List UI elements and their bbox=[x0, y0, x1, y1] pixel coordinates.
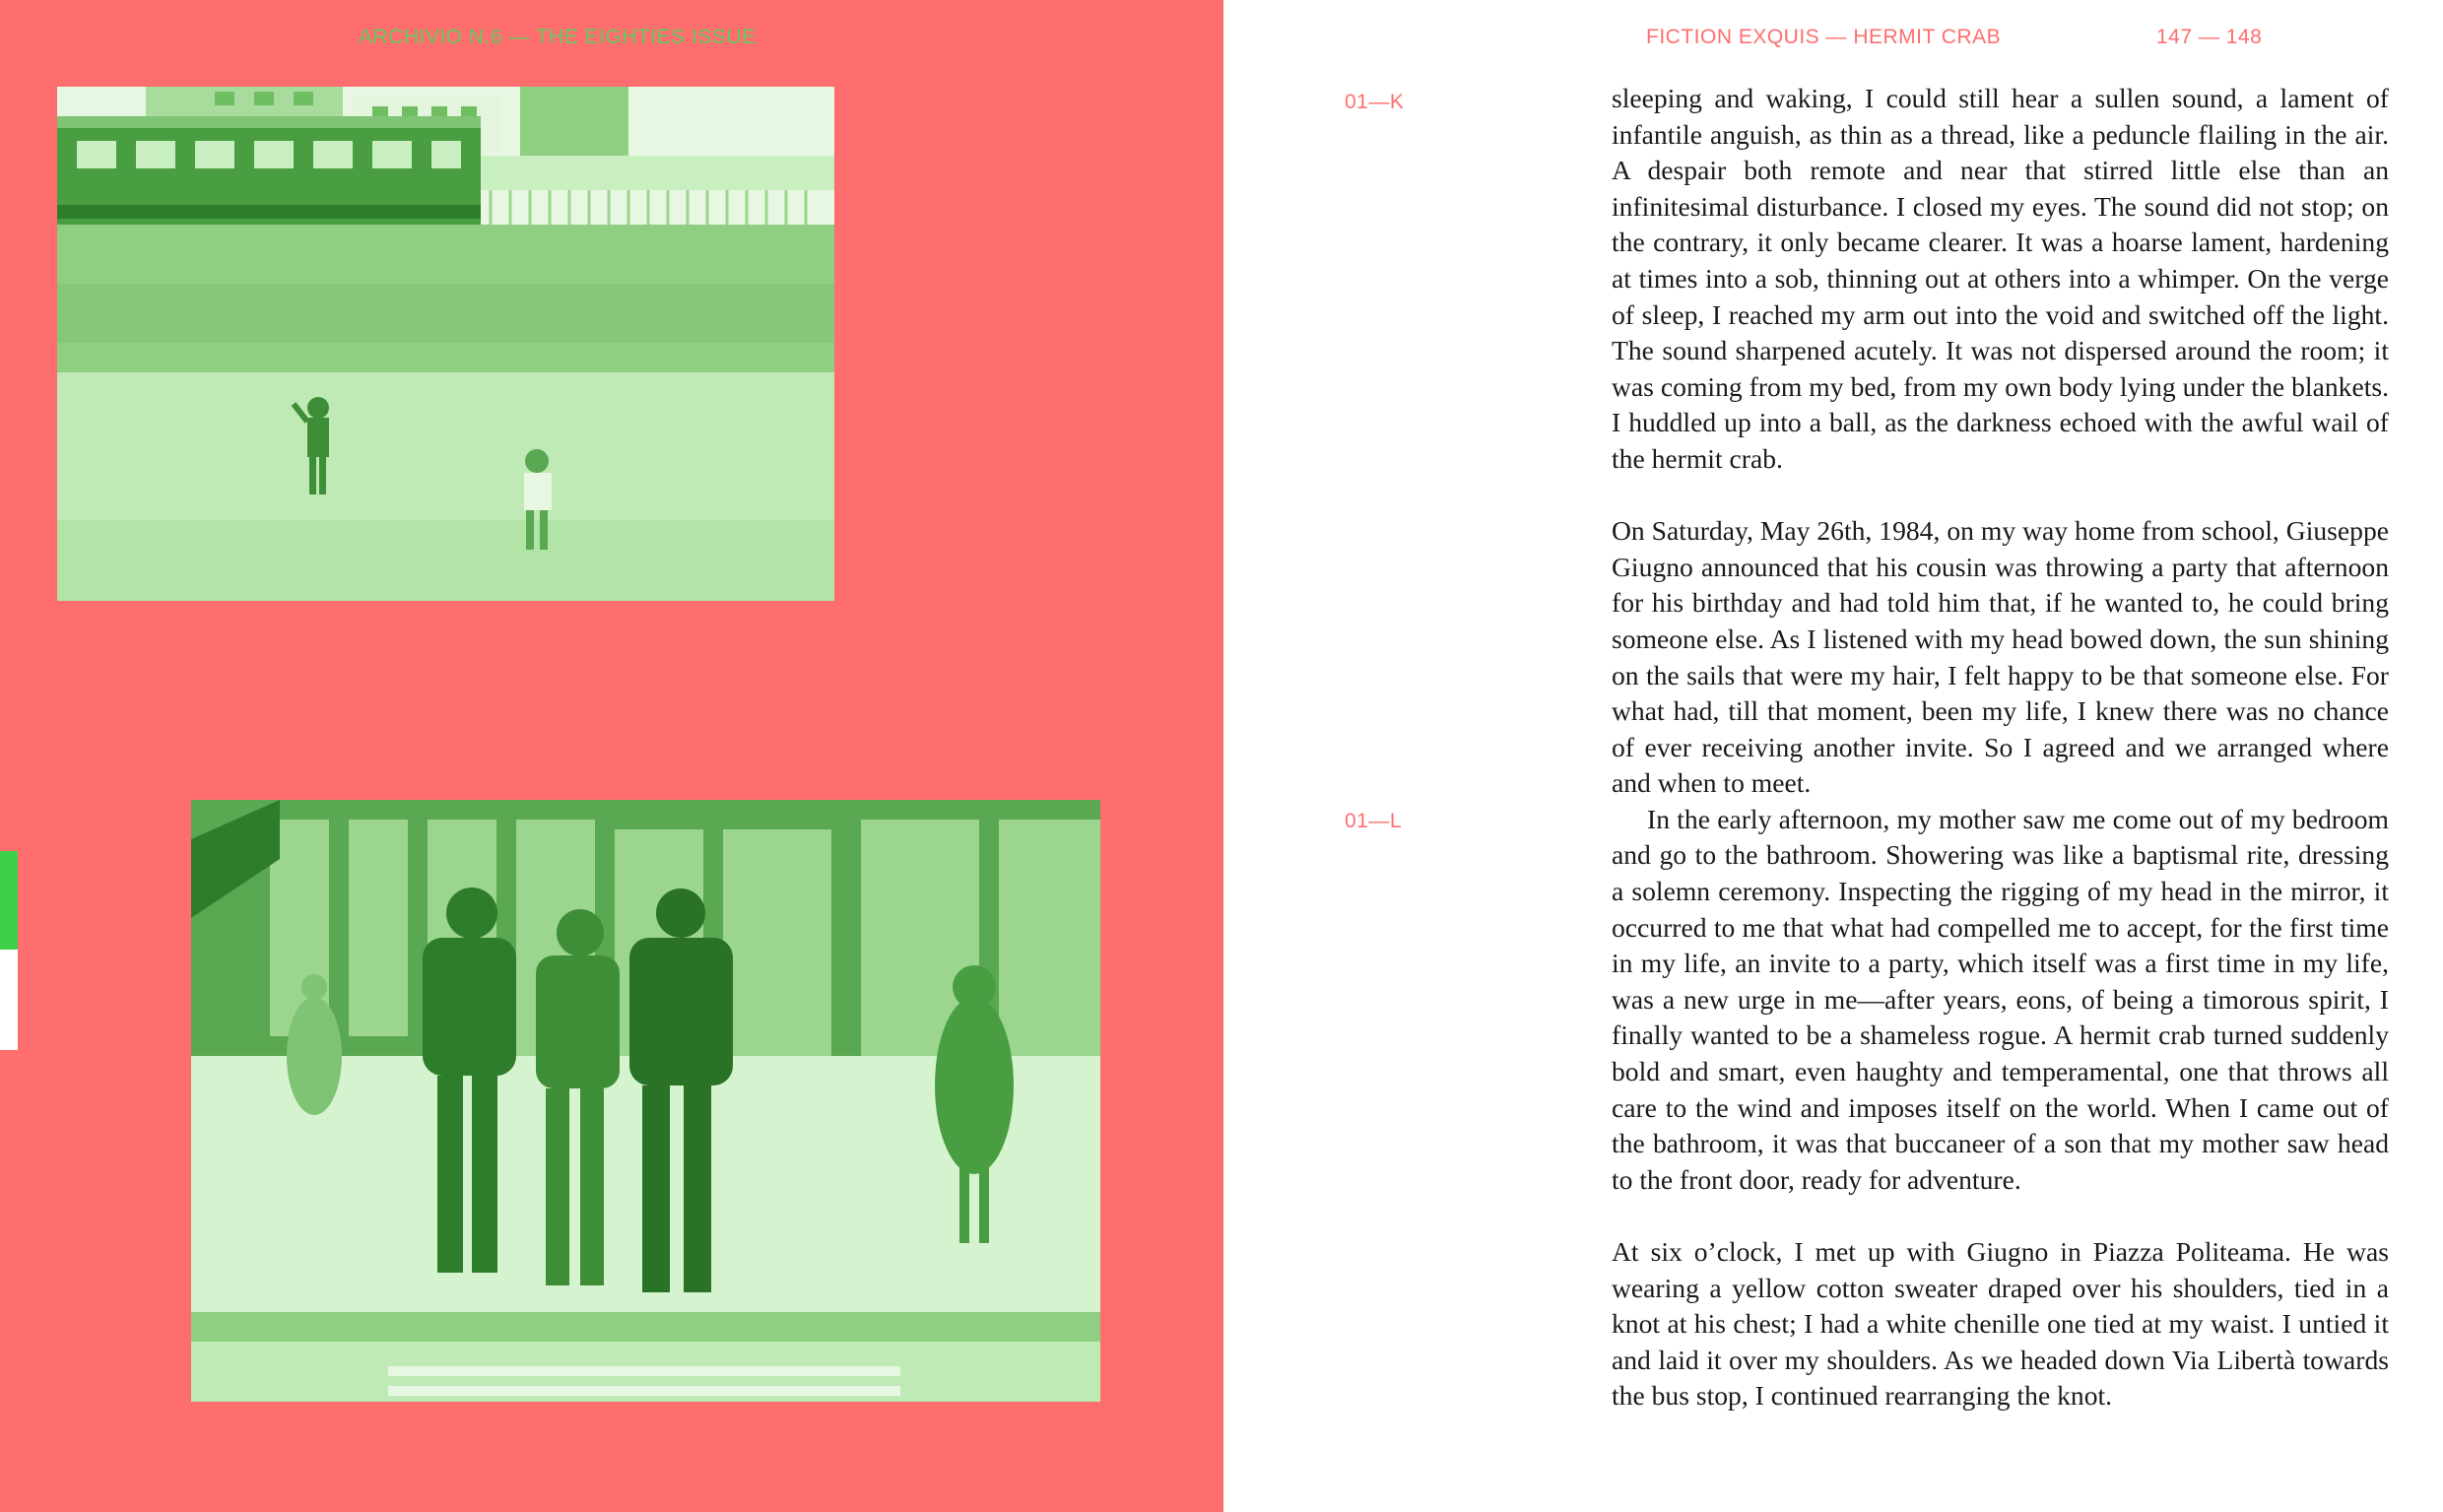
photo-street-walkers bbox=[191, 800, 1100, 1402]
marginal-note-k: 01—K bbox=[1345, 91, 1405, 113]
running-head-left: ARCHIVIO N.6 — THE EIGHTIES ISSUE bbox=[359, 26, 757, 48]
photo-train-field bbox=[57, 87, 834, 601]
body-text-column bbox=[1612, 81, 2389, 1414]
edge-tab-green bbox=[0, 851, 18, 950]
edge-tab-white bbox=[0, 950, 18, 1050]
marginal-note-l: 01—L bbox=[1345, 810, 1403, 832]
paragraph-4: At six o’clock, I met up with Giugno in Piazza Politeama. He was wearing a yellow cotton sweater draped over his shoulders, tied in a knot at his chest; I had a white chenille one tied at my waist. I untied it and laid it over my shoulders. As we headed down Via Libertà towards the bus stop, I continued rearranging the knot. bbox=[1612, 1236, 2389, 1412]
running-head-right: FICTION EXQUIS — HERMIT CRAB bbox=[1646, 26, 2002, 48]
photo-train-field-image bbox=[57, 87, 834, 601]
photo-street-walkers-image bbox=[191, 800, 1100, 1402]
paragraph-3: In the early afternoon, my mother saw me come out of my bedroom and go to the bathroom. Showering was like a baptismal rite, dressing a solemn ceremony. Inspecting the rigging of my head in the mirror, it occurred to me that what had compelled me to accept, for the first time in my life, an invite to a party, which itself was a first time in my life, was a new urge in me—after years, eons, of being a timorous spirit, I finally wanted to be a shameless rogue. A hermit crab turned suddenly bold and smart, even haughty and temperamental, one that throws all care to the wind and imposes itself on the world. When I came out of the bathroom, it was that buccaneer of a son that my mother saw head to the front door, ready for adventure. bbox=[1612, 803, 2389, 1195]
page-numbers: 147 — 148 bbox=[2156, 26, 2263, 48]
paragraph-2: On Saturday, May 26th, 1984, on my way home from school, Giuseppe Giugno announced that his cousin was throwing a party that afternoon for his birthday and had told him that, if he wanted to, he could bring someone else. As I listened with my head bowed down, the sun shining on the sails that were my hair, I felt happy to be that someone else. For what had, till that moment, been my life, I knew there was no chance of ever receiving another invite. So I agreed and we arranged where and when to meet. bbox=[1612, 515, 2389, 799]
paragraph-1: sleeping and waking, I could still hear a sullen sound, a lament of infantile anguish, as thin as a thread, like a peduncle flailing in the air. A despair both remote and near that stirred little else than an infinitesimal disturbance. I closed my eyes. The sound did not stop; on the contrary, it only became clearer. It was a hoarse lament, hardening at times into a sob, thinning out at others into a whimper. On the verge of sleep, I reached my arm out into the void and switched off the light. The sound sharpened acutely. It was not dispersed around the room; it was coming from my bed, from my own body lying under the blankets. I huddled up into a ball, as the darkness echoed with the awful wail of the hermit crab. bbox=[1612, 83, 2389, 474]
